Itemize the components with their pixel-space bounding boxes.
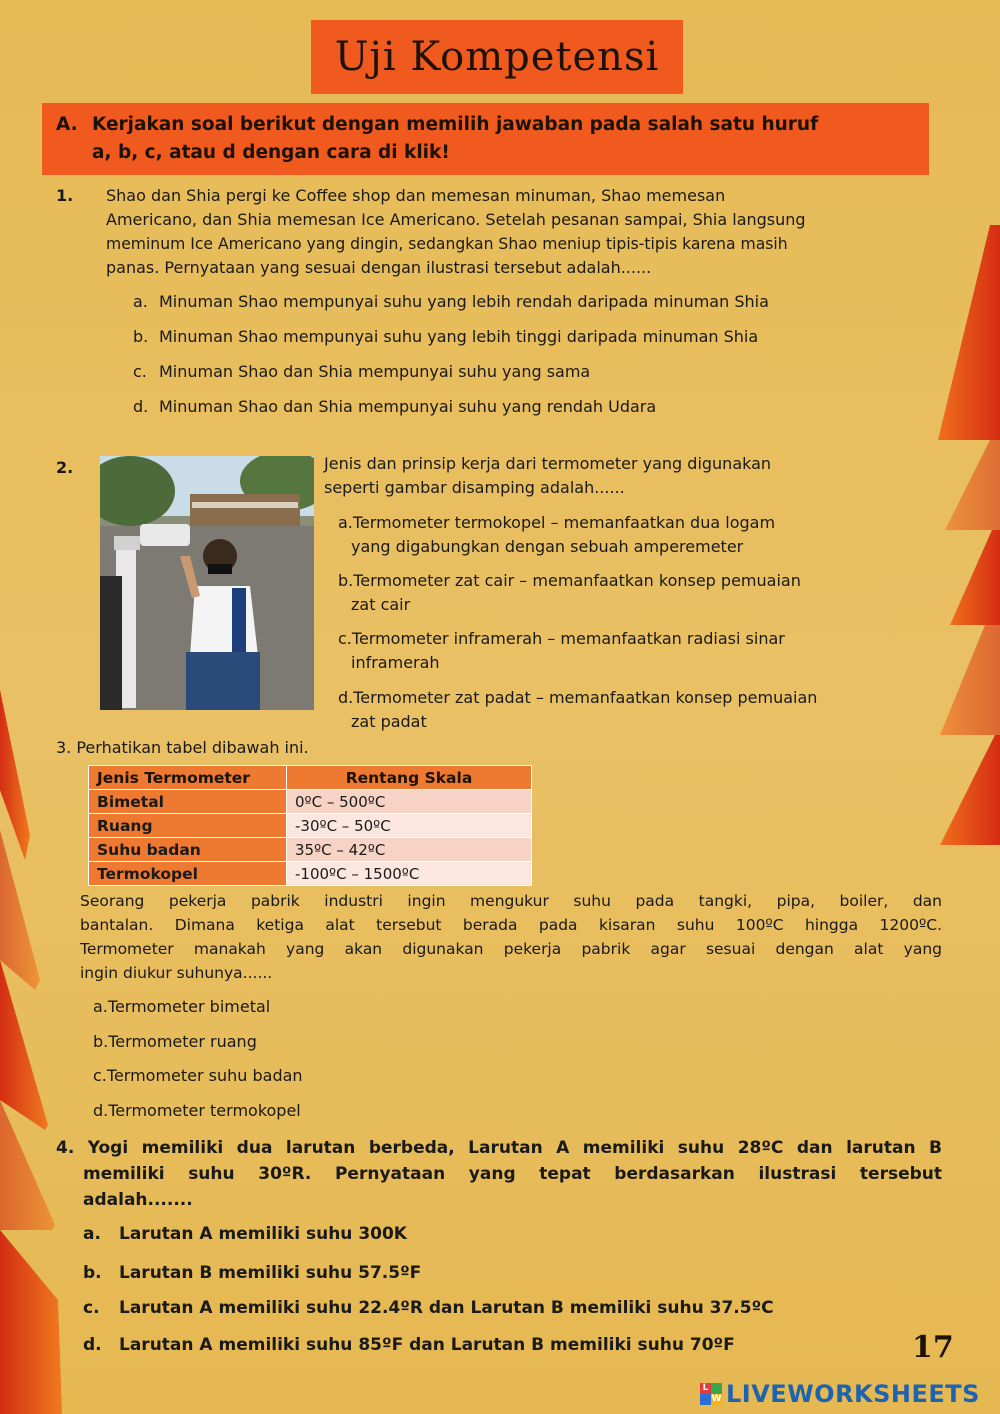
q2-option-line: yang digabungkan dengan sebuah amperemeter	[351, 537, 744, 556]
q1-line: Shao dan Shia pergi ke Coffee shop dan memesan minuman, Shao memesan	[106, 186, 726, 205]
page-number: 17	[912, 1330, 954, 1365]
stripe-left-2	[0, 830, 40, 990]
table-row	[89, 790, 532, 814]
brand-name: LIVEWORKSHEETS	[726, 1380, 980, 1408]
stripe-right-2	[945, 440, 1000, 530]
q4-option-text: Larutan A memiliki suhu 85ºF dan Larutan B memiliki suhu 70ºF	[119, 1335, 735, 1355]
table-cell-type: Termokopel	[89, 862, 287, 886]
q1-option-text: Minuman Shao mempunyai suhu yang lebih rendah daripada minuman Shia	[159, 292, 769, 311]
q2-option-line: b.Termometer zat cair – memanfaatkan konsep pemuaian	[338, 571, 801, 590]
q1-number: 1.	[56, 186, 74, 205]
q2-option-a[interactable]	[338, 511, 918, 559]
liveworksheets-logo-icon	[700, 1383, 722, 1405]
table-cell-type: Bimetal	[89, 790, 287, 814]
q4-option-c[interactable]	[83, 1296, 774, 1320]
q3-option-a[interactable]: a.Termometer bimetal	[93, 997, 271, 1016]
q3-line: bantalan. Dimana ketiga alat tersebut berada pada kisaran suhu 100ºC hingga 1200ºC.	[80, 916, 942, 934]
q2-option-line: zat cair	[351, 595, 411, 614]
q1-option-text: Minuman Shao mempunyai suhu yang lebih tinggi daripada minuman Shia	[159, 327, 759, 346]
liveworksheets-logo[interactable]	[700, 1380, 980, 1408]
table-cell-type: Ruang	[89, 814, 287, 838]
stripe-right-4	[940, 625, 1000, 735]
instruction-line-1: Kerjakan soal berikut dengan memilih jawaban pada salah satu huruf	[92, 114, 819, 135]
logo-square	[711, 1383, 722, 1394]
q2-option-d[interactable]	[338, 686, 918, 734]
q1-line: panas. Pernyataan yang sesuai dengan ilustrasi tersebut adalah......	[106, 258, 652, 277]
table-row	[89, 838, 532, 862]
q1-option-a[interactable]	[133, 290, 769, 314]
q2-option-c[interactable]	[338, 627, 918, 675]
q4-option-b[interactable]	[83, 1261, 421, 1285]
q4-option-text: Larutan A memiliki suhu 22.4ºR dan Larutan B memiliki suhu 37.5ºC	[119, 1298, 774, 1318]
q1-option-letter: a.	[133, 292, 148, 311]
q2-option-line: inframerah	[351, 653, 440, 672]
q3-line: Seorang pekerja pabrik industri ingin mengukur suhu pada tangki, pipa, boiler, dan	[80, 892, 942, 910]
table-cell-range: -100ºC – 1500ºC	[287, 862, 532, 886]
table-cell-range: -30ºC – 50ºC	[287, 814, 532, 838]
table-cell-type: Suhu badan	[89, 838, 287, 862]
logo-letter: W	[711, 1394, 722, 1404]
q2-stem	[324, 452, 924, 500]
instruction-banner	[42, 103, 929, 175]
q1-option-text: Minuman Shao dan Shia mempunyai suhu yang sama	[159, 362, 591, 381]
q2-option-line: a.Termometer termokopel – memanfaatkan dua logam	[338, 513, 776, 532]
table-header: Jenis Termometer	[89, 766, 287, 790]
instruction-letter: A.	[56, 114, 78, 135]
q4-option-letter: b.	[83, 1263, 102, 1283]
q1-option-d[interactable]	[133, 395, 656, 419]
q4-option-letter: d.	[83, 1335, 102, 1355]
page-title: Uji Kompetensi	[334, 34, 660, 80]
q4-option-d[interactable]	[83, 1333, 735, 1357]
q2-line: Jenis dan prinsip kerja dari termometer yang digunakan	[324, 454, 772, 473]
q4-option-text: Larutan B memiliki suhu 57.5ºF	[119, 1263, 422, 1283]
table-header: Rentang Skala	[287, 766, 532, 790]
q1-stem	[106, 184, 946, 280]
q1-option-text: Minuman Shao dan Shia mempunyai suhu yang rendah Udara	[159, 397, 657, 416]
title-banner	[311, 20, 683, 94]
stripe-right-5	[940, 735, 1000, 845]
q2-option-b[interactable]	[338, 569, 918, 617]
q4-line: memiliki suhu 30ºR. Pernyataan yang tepat berdasarkan ilustrasi tersebut	[83, 1164, 942, 1184]
q1-option-b[interactable]	[133, 325, 758, 349]
table-header-row	[89, 766, 532, 790]
table-row	[89, 862, 532, 886]
stripe-left-5	[0, 1230, 62, 1414]
q3-line: ingin diukur suhunya......	[80, 964, 273, 982]
q1-line: meminum Ice Americano yang dingin, sedangkan Shao meniup tipis-tipis karena masih	[106, 235, 788, 253]
q3-intro: 3. Perhatikan tabel dibawah ini.	[56, 738, 309, 757]
stripe-left-3	[0, 960, 48, 1130]
q1-option-c[interactable]	[133, 360, 590, 384]
q4-stem	[56, 1135, 942, 1213]
q2-option-line: zat padat	[351, 712, 427, 731]
thermometer-scale-table	[88, 765, 532, 886]
q1-option-letter: d.	[133, 397, 149, 416]
stripe-left-4	[0, 1100, 55, 1230]
q4-option-text: Larutan A memiliki suhu 300K	[119, 1224, 407, 1244]
table-cell-range: 0ºC – 500ºC	[287, 790, 532, 814]
q1-option-letter: b.	[133, 327, 149, 346]
student-thermometer-illustration	[100, 456, 314, 710]
q4-option-letter: a.	[83, 1224, 101, 1244]
q4-line: adalah.......	[83, 1190, 193, 1210]
stripe-right-1	[938, 225, 1000, 440]
q3-option-c[interactable]: c.Termometer suhu badan	[93, 1066, 303, 1085]
q2-option-line: d.Termometer zat padat – memanfaatkan konsep pemuaian	[338, 688, 818, 707]
q3-stem	[80, 889, 942, 985]
q4-option-letter: c.	[83, 1298, 100, 1318]
q1-option-letter: c.	[133, 362, 147, 381]
stripe-left-1	[0, 690, 30, 860]
q2-number: 2.	[56, 458, 74, 477]
q1-line: Americano, dan Shia memesan Ice Americano. Setelah pesanan sampai, Shia langsung	[106, 210, 806, 229]
logo-letter: L	[700, 1383, 711, 1394]
stripe-right-3	[950, 530, 1000, 625]
instruction-line-2: a, b, c, atau d dengan cara di klik!	[92, 142, 450, 163]
q3-option-b[interactable]: b.Termometer ruang	[93, 1032, 257, 1051]
q4-line: 4. Yogi memiliki dua larutan berbeda, Larutan A memiliki suhu 28ºC dan larutan B	[56, 1138, 942, 1158]
q2-option-line: c.Termometer inframerah – memanfaatkan radiasi sinar	[338, 629, 785, 648]
table-row	[89, 814, 532, 838]
q4-option-a[interactable]	[83, 1222, 407, 1246]
q3-line: Termometer manakah yang akan digunakan pekerja pabrik agar sesuai dengan alat yang	[80, 940, 942, 958]
thermometer-photo	[100, 456, 314, 710]
table-cell-range: 35ºC – 42ºC	[287, 838, 532, 862]
q3-option-d[interactable]: d.Termometer termokopel	[93, 1101, 301, 1120]
q2-line: seperti gambar disamping adalah......	[324, 478, 625, 497]
logo-square	[700, 1394, 711, 1405]
